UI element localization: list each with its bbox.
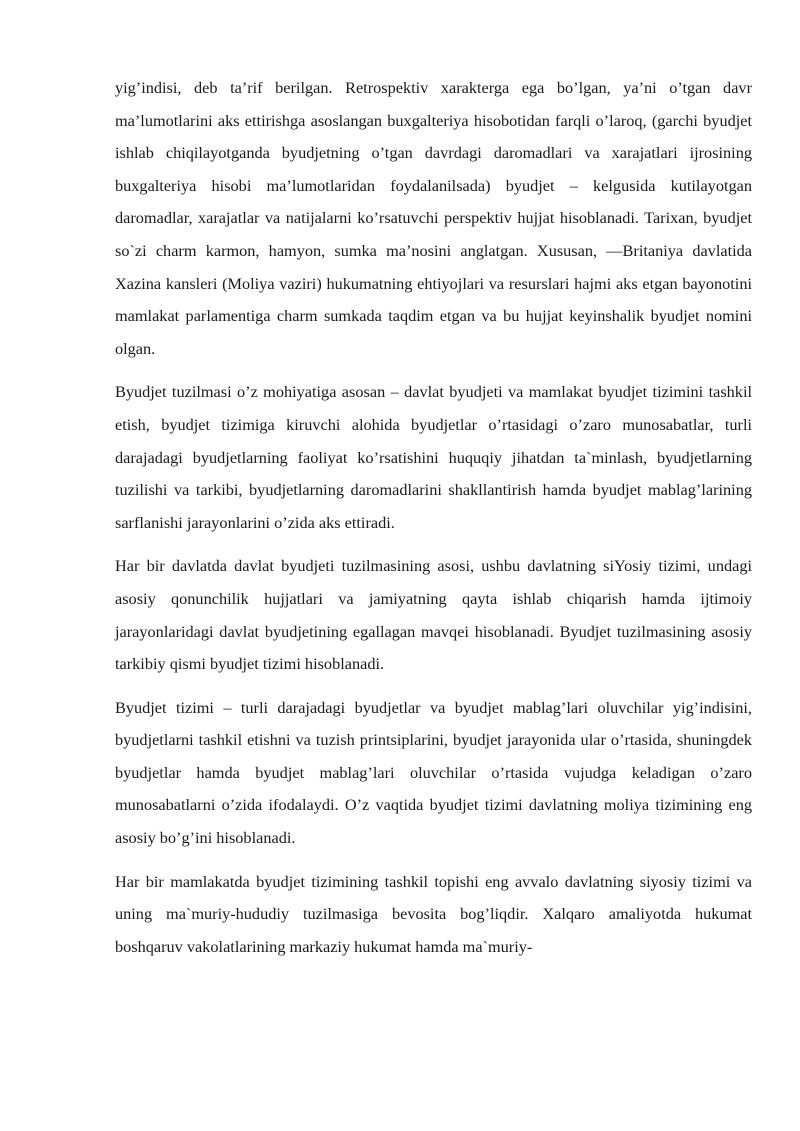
paragraph-1: yig’indisi, deb ta’rif berilgan. Retrospektiv xarakterga ega bo’lgan, ya’ni o’tgan davr ma’lumotlarini aks ettirishga asoslangan buxgalteriya hisobotidan farqli o’laroq, (garchi byudjet ishlab chiqilayotganda byudjetning o’tgan davrdagi daromadlari va xarajatlari ijrosining buxgalteriya hisobi ma’lumotlaridan foydalanilsada) byudjet – kelgusida kutilayotgan daromadlar, xarajatlar va natijalarni ko’rsatuvchi perspektiv hujjat hisoblanadi. Tarixan, byudjet so`zi charm karmon, hamyon, sumka ma’nosini anglatgan. Xususan, —Britaniya davlatida Xazina kansleri (Moliya vaziri) hukumatning ehtiyojlari va resurslari hajmi aks etgan bayonotini mamlakat parlamentiga charm sumkada taqdim etgan va bu hujjat keyinshalik byudjet nomini olgan.: [115, 78, 752, 358]
paragraph-4: Byudjet tizimi – turli darajadagi byudjetlar va byudjet mablag’lari oluvchilar yig’indisini, byudjetlarni tashkil etishni va tuzish printsiplarini, byudjet jarayonida ular o’rtasida, shuningdek byudjetlar hamda byudjet mablag’lari oluvchilar o’rtasida vujudga keladigan o’zaro munosabatlarni o’zida ifodalaydi. O’z vaqtida byudjet tizimi davlatning moliya tizimining eng asosiy bo’g’ini hisoblanadi.: [115, 697, 752, 848]
document-body: [115, 72, 752, 974]
paragraph-2: Byudjet tuzilmasi o’z mohiyatiga asosan – davlat byudjeti va mamlakat byudjet tizimini tashkil etish, byudjet tizimiga kiruvchi alohida byudjetlar o’rtasidagi o’zaro munosabatlar, turli darajadagi byudjetlarning faoliyat ko’rsatishini huquqiy jihatdan ta`minlash, byudjetlarning tuzilishi va tarkibi, byudjetlarning daromadlarini shakllantirish hamda byudjet mablag’larining sarflanishi jarayonlarini o’zida aks ettiradi.: [115, 382, 752, 532]
paragraph-5: Har bir mamlakatda byudjet tizimining tashkil topishi eng avvalo davlatning siyosiy tizimi va uning ma`muriy-hududiy tuzilmasiga bevosita bog’liqdir. Xalqaro amaliyotda hukumat boshqaruv vakolatlarining markaziy hukumat hamda ma`muriy-: [115, 871, 752, 956]
paragraph-3: Har bir davlatda davlat byudjeti tuzilmasining asosi, ushbu davlatning siYosiy tizimi, undagi asosiy qonunchilik hujjatlari va jamiyatning qayta ishlab chiqarish hamda ijtimoiy jarayonlaridagi davlat byudjetining egallagan mavqei hisoblanadi. Byudjet tuzilmasining asosiy tarkibiy qismi byudjet tizimi hisoblanadi.: [115, 556, 752, 674]
